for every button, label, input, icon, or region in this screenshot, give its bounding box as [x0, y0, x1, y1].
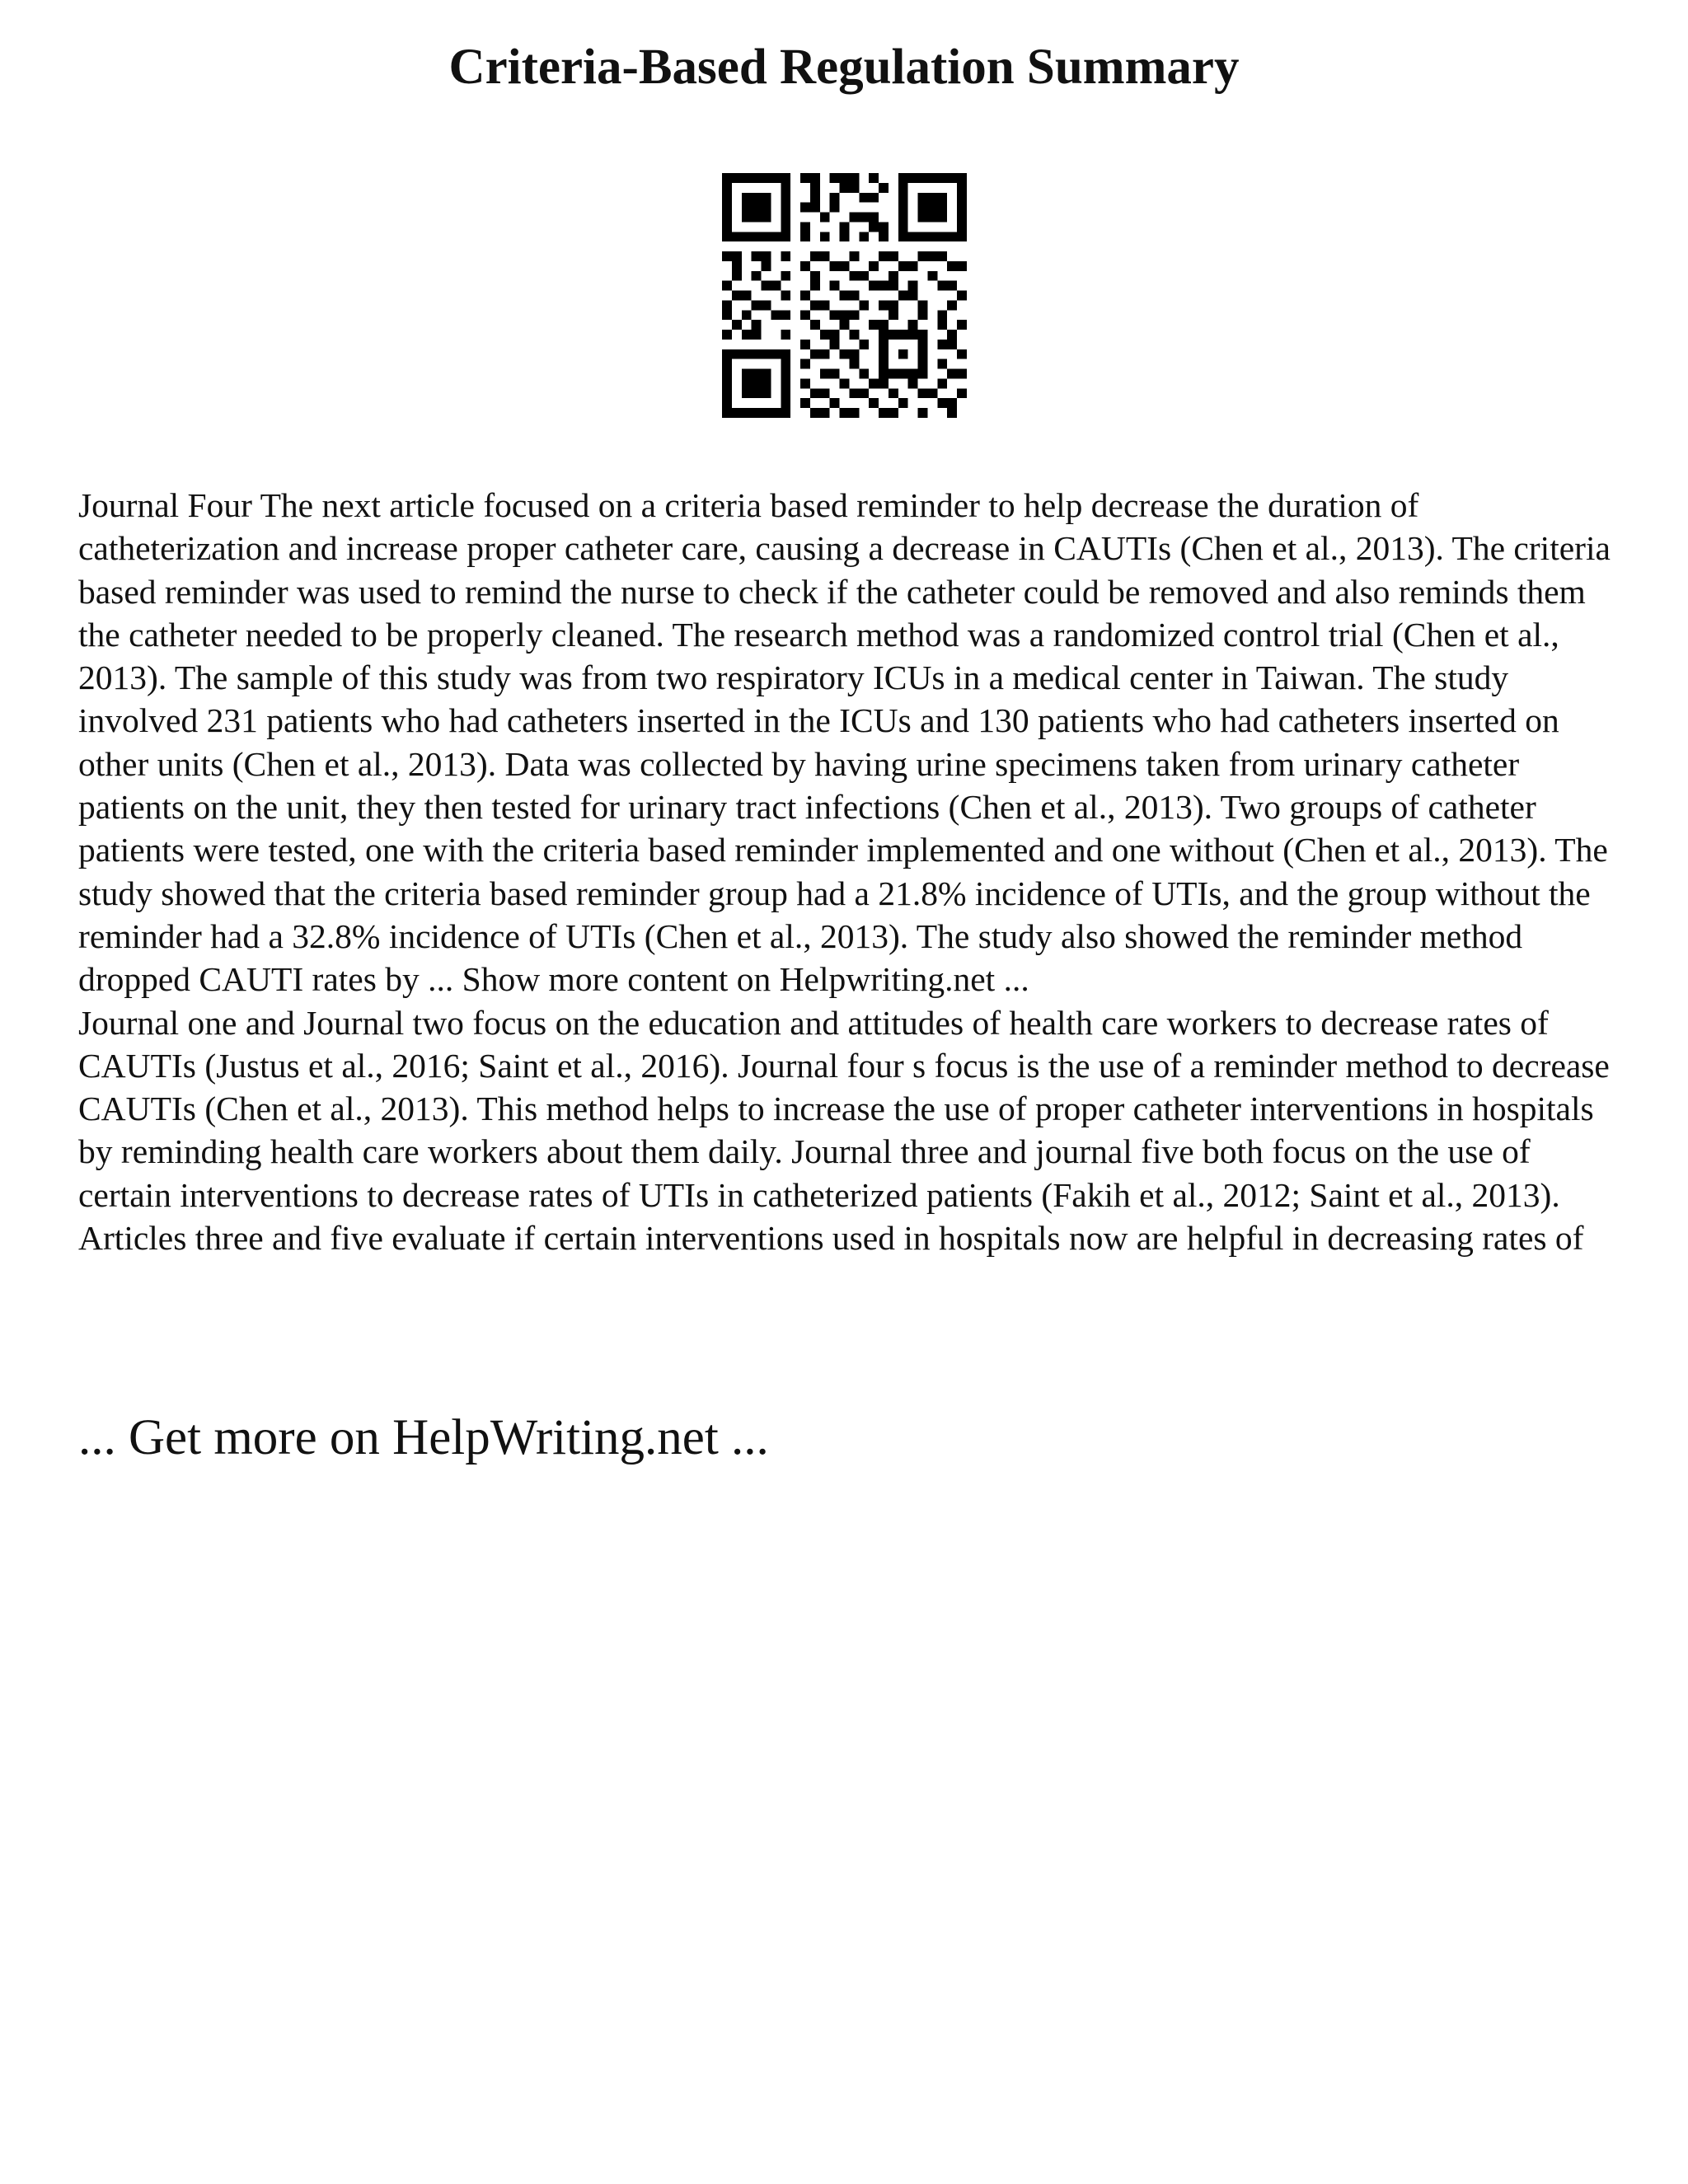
get-more-link[interactable]: ... Get more on HelpWriting.net ...: [78, 1410, 769, 1465]
page-title: Criteria-Based Regulation Summary: [448, 40, 1240, 95]
paragraph-journal-four: Journal Four The next article focused on a criteria based reminder to help decrease the duration of catheterization and increase proper catheter care, causing a decrease in CAUTIs (Chen et al., 2013). The criteria based reminder was used to remind the nurse to check if the catheter could be removed and also reminds them the catheter needed to be properly cleaned. The research method was a randomized control trial (Chen et al., 2013). The sample of this study was from two respiratory ICUs in a medical center in Taiwan. The study involved 231 patients who had catheters inserted in the ICUs and 130 patients who had catheters inserted on other units (Chen et al., 2013). Data was collected by having urine specimens taken from urinary catheter patients on the unit, they then tested for urinary tract infections (Chen et al., 2013). Two groups of catheter patients were tested, one with the criteria based reminder implemented and one without (Chen et al., 2013). The study showed that the criteria based reminder group had a 21.8% incidence of UTIs, and the group without the reminder had a 32.8% incidence of UTIs (Chen et al., 2013). The study also showed the reminder method dropped CAUTI rates by ... Show more content on Helpwriting.net ...: [78, 486, 1611, 999]
article-body: [78, 484, 1620, 1259]
paragraph-journal-comparison: Journal one and Journal two focus on the education and attitudes of health care workers to decrease rates of CAUTIs (Justus et al., 2016; Saint et al., 2016). Journal four s focus is the use of a reminder method to decrease CAUTIs (Chen et al., 2013). This method helps to increase the use of proper catheter interventions in hospitals by reminding health care workers about them daily. Journal three and journal five both focus on the use of certain interventions to decrease rates of UTIs in catheterized patients (Fakih et al., 2012; Saint et al., 2013). Articles three and five evaluate if certain interventions used in hospitals now are helpful in decreasing rates of: [78, 1003, 1610, 1258]
qr-code-icon: [722, 173, 967, 418]
